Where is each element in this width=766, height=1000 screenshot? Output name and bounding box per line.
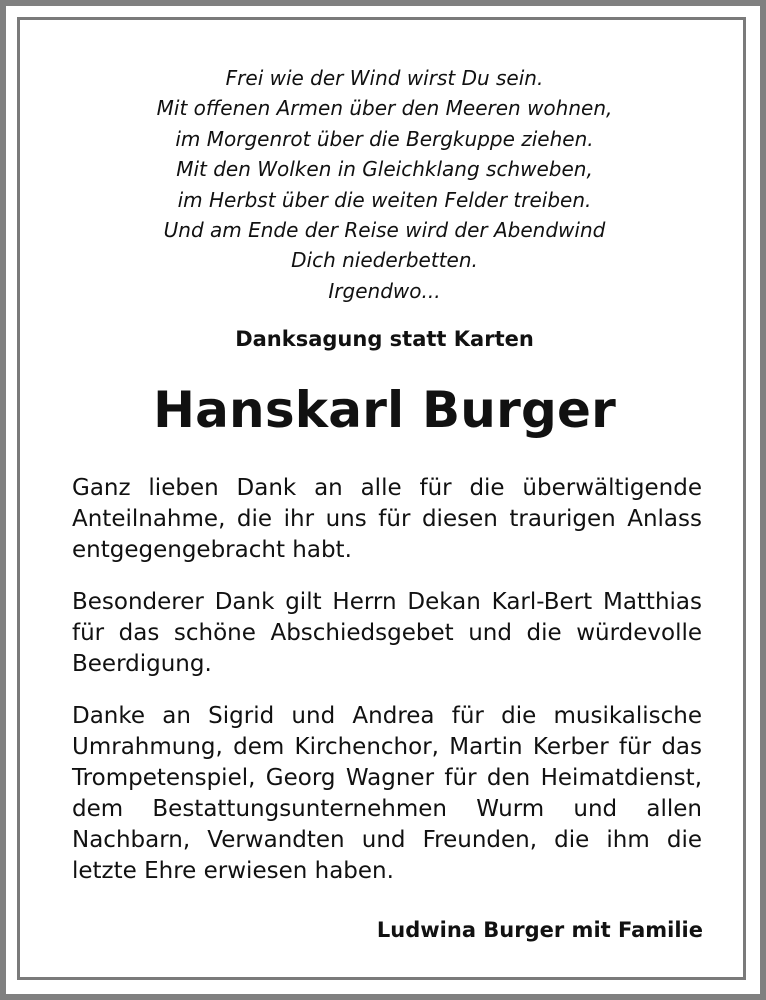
- poem-line: Mit offenen Armen über den Meeren wohnen,: [156, 96, 613, 121]
- poem-line: Und am Ende der Reise wird der Abendwind: [163, 218, 606, 243]
- thanks-paragraph: Ganz lieben Dank an alle für die überwältigende Anteilnahme, die ihr uns für diesen traurigen Anlass entgegengebracht habt.: [72, 475, 702, 563]
- notice-subtitle: Danksagung statt Karten: [235, 327, 534, 351]
- notice-frame: [17, 17, 746, 980]
- deceased-name: Hanskarl Burger: [153, 381, 616, 439]
- signature: Ludwina Burger mit Familie: [376, 918, 703, 942]
- thanks-paragraph: Besonderer Dank gilt Herrn Dekan Karl-Bert Matthias für das schöne Abschiedsgebet und die würdevolle Beerdigung.: [72, 589, 702, 677]
- page-background: [6, 6, 760, 994]
- poem-line: im Herbst über die weiten Felder treiben.: [177, 187, 592, 212]
- poem-line: Frei wie der Wind wirst Du sein.: [225, 66, 544, 90]
- poem-line: Mit den Wolken in Gleichklang schweben,: [176, 157, 593, 182]
- thanks-paragraph: Danke an Sigrid und Andrea für die musikalische Umrahmung, dem Kirchenchor, Martin Kerber für das Trompetenspiel, Georg Wagner für den Heimatdienst, dem Bestattungsunternehmen Wurm und allen Nachbarn, Verwandten und Freunden, die ihm die letzte Ehre erwiesen haben.: [72, 703, 702, 884]
- poem-line: Irgendwo...: [328, 278, 441, 303]
- poem: [20, 63, 749, 306]
- poem-line: im Morgenrot über die Bergkuppe ziehen.: [175, 126, 594, 151]
- poem-line: Dich niederbetten.: [291, 248, 478, 273]
